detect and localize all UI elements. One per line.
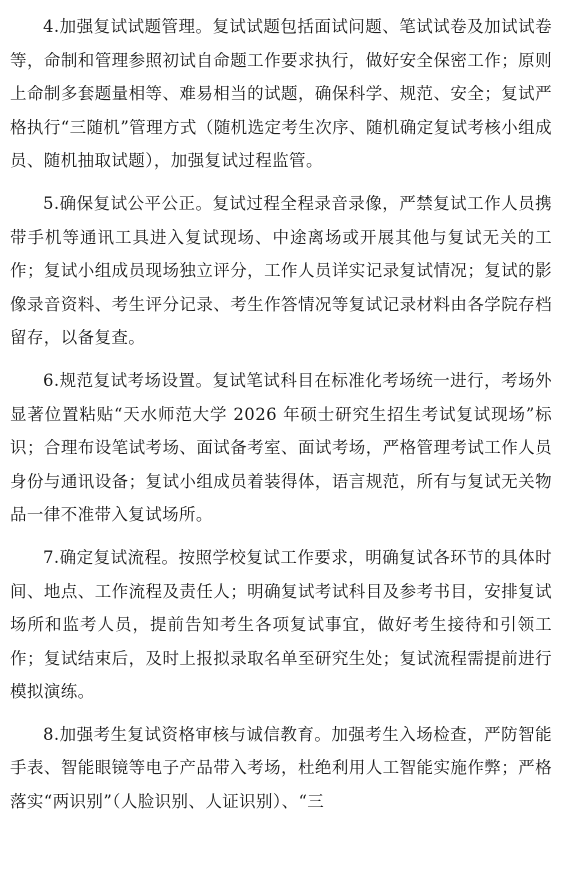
paragraph-item-6: 6.规范复试考场设置。复试笔试科目在标准化考场统一进行，考场外显著位置粘贴“天水师范大学 2026 年硕士研究生招生考试复试现场”标识；合理布设笔试考场、面试备考室、面试考场，严格管理考试工作人员身份与通讯设备；复试小组成员着装得体，语言规范，所有与复试无关物品一律不准带入复试场所。 [10,370,552,525]
paragraph-item-4: 4.加强复试试题管理。复试试题包括面试问题、笔试试卷及加试试卷等，命制和管理参照初试自命题工作要求执行，做好安全保密工作；原则上命制多套题量相等、难易相当的试题，确保科学、规范、安全；复试严格执行“三随机”管理方式（随机选定考生次序、随机确定复试考核小组成员、随机抽取试题），加强复试过程监管。 [10,17,552,171]
paragraph-item-7: 7.确定复试流程。按照学校复试工作要求，明确复试各环节的具体时间、地点、工作流程及责任人；明确复试考试科目及参考书目，安排复试场所和监考人员，提前告知考生各项复试事宜，做好考生接待和引领工作；复试结束后，及时上报拟录取名单至研究生处；复试流程需提前进行模拟演练。 [10,547,552,702]
paragraph-item-5: 5.确保复试公平公正。复试过程全程录音录像，严禁复试工作人员携带手机等通讯工具进入复试现场、中途离场或开展其他与复试无关的工作；复试小组成员现场独立评分，工作人员详实记录复试情况；复试的影像录音资料、考生评分记录、考生作答情况等复试记录材料由各学院存档留存，以备复查。 [10,193,552,348]
paragraph-item-8: 8.加强考生复试资格审核与诚信教育。加强考生入场检查，严防智能手表、智能眼镜等电子产品带入考场，杜绝利用人工智能实施作弊；严格落实“两识别”（人脸识别、人证识别）、“三 [10,724,552,812]
